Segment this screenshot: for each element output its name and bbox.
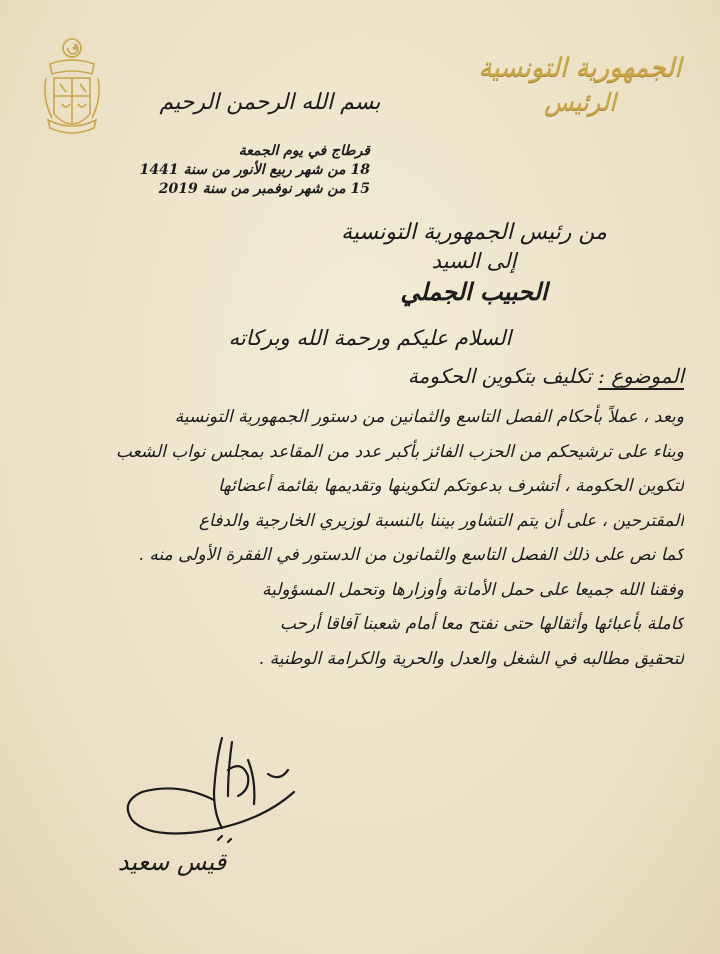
subject-line [184, 364, 684, 388]
body-line: وبناء على ترشيحكم من الحزب الفائز بأكبر عدد من المقاعد بمجلس نواب الشعب [115, 441, 684, 462]
letter-body [34, 400, 684, 676]
date-hijri: 18 من شهر ربيع الأنور من سنة 1441 [139, 161, 370, 178]
tunisia-emblem-icon [40, 34, 104, 154]
body-line: كاملة بأعبائها وأثقالها حتى نفتح معا أمام شعبنا آفاقا أرحب [279, 614, 684, 634]
greeting: السلام عليكم ورحمة الله وبركاته [228, 326, 512, 350]
date-place-day: قرطاج في يوم الجمعة [238, 143, 370, 159]
body-line: وبعد ، عملاً بأحكام الفصل التاسع والثمانين من دستور الجمهورية التونسية [174, 407, 684, 427]
sender-line: من رئيس الجمهورية التونسية [341, 220, 607, 245]
date-gregorian: 15 من شهر نوفمبر من سنة 2019 [158, 180, 370, 197]
date-block [40, 142, 370, 199]
body-line: وفقنا الله جميعا على حمل الأمانة وأوزارها وتحمل المسؤولية [261, 579, 684, 600]
signatory-name: قيس سعيد [117, 848, 227, 876]
recipient-title: إلى السيد [431, 249, 517, 273]
subject-text: تكليف بتكوين الحكومة [407, 364, 592, 388]
body-line: المقترحين ، على أن يتم التشاور بيننا بالنسبة لوزيري الخارجية والدفاع [198, 510, 684, 531]
body-line: كما نص على ذلك الفصل التاسع والثمانون من الدستور في الفقرة الأولى منه . [138, 545, 684, 565]
republic-title: الجمهورية التونسية [478, 53, 682, 83]
basmala: بسم الله الرحمن الرحيم [159, 90, 381, 115]
address-block [284, 220, 664, 306]
body-line: لتحقيق مطالبه في الشغل والعدل والحرية والكرامة الوطنية . [258, 648, 684, 669]
body-line: لتكوين الحكومة ، أتشرف بدعوتكم لتكوينها وتقديمها بقائمة أعضائها [218, 476, 684, 496]
signature [118, 730, 318, 860]
subject-label: الموضوع : [598, 364, 684, 388]
letterhead-title [470, 50, 690, 120]
recipient-name: الحبيب الجملي [400, 277, 548, 306]
president-title: الرئيس [544, 88, 616, 117]
